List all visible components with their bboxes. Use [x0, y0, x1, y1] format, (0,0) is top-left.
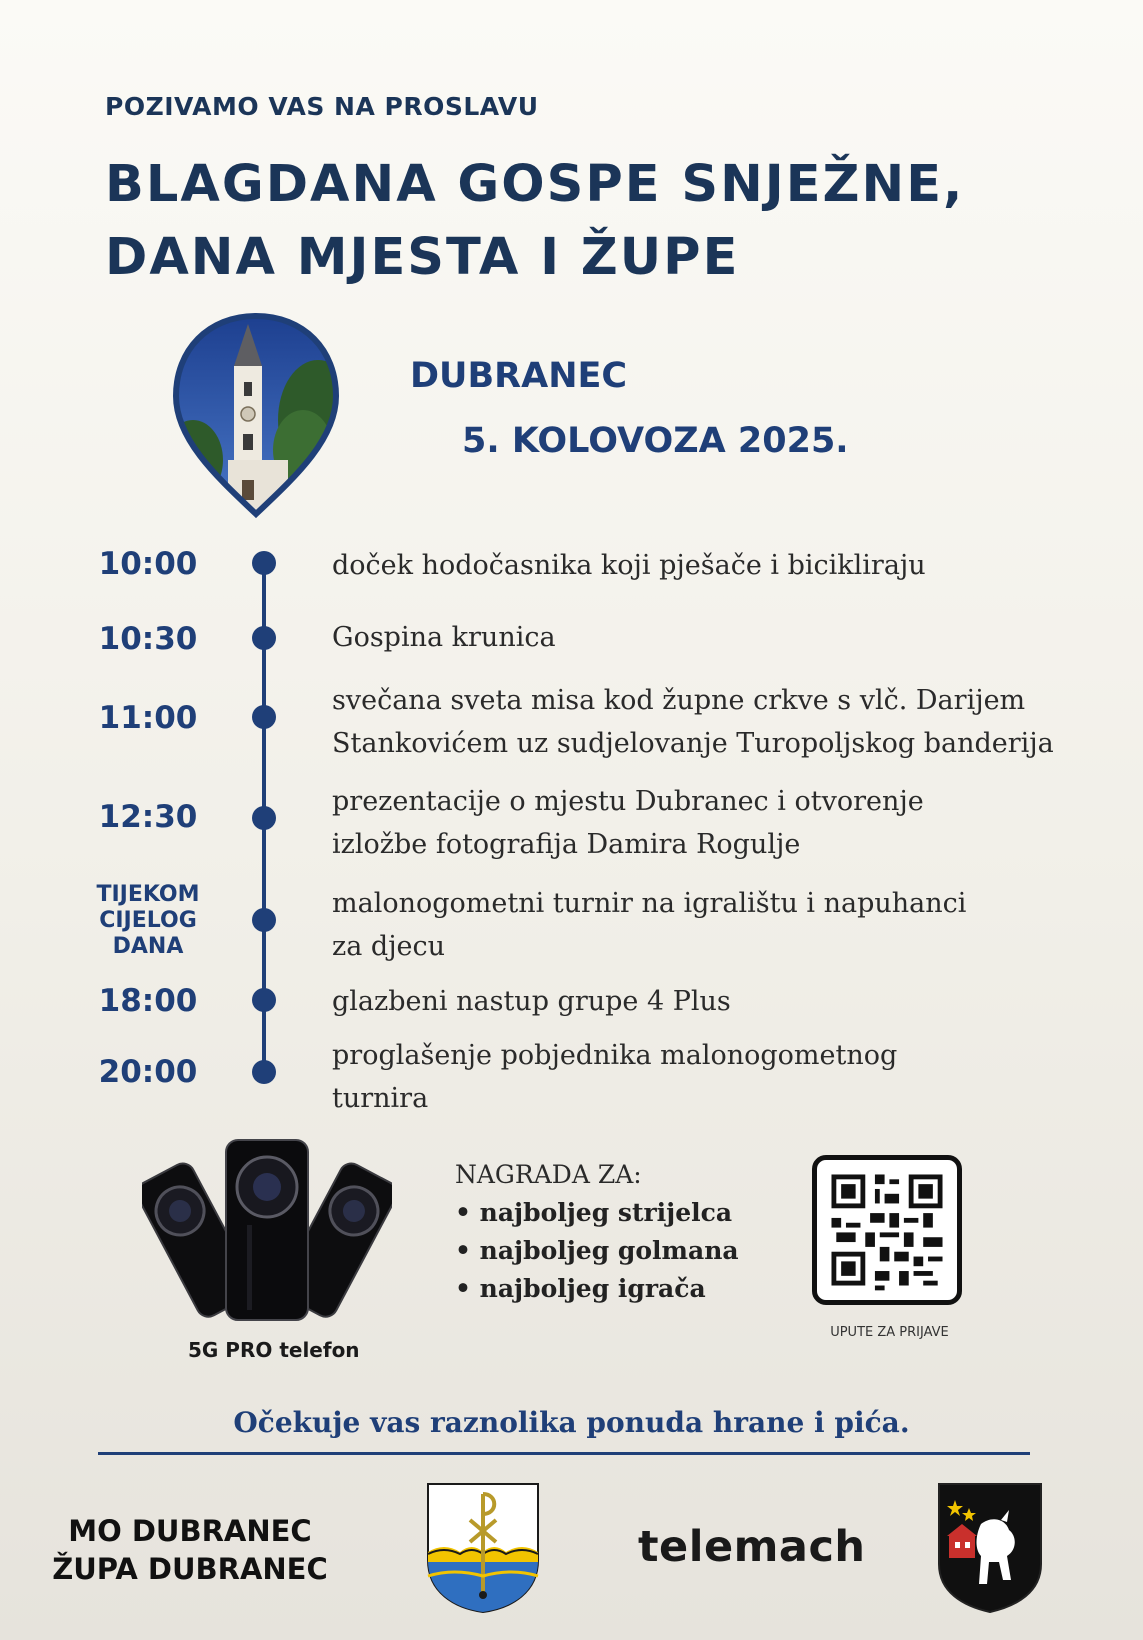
schedule-desc — [332, 679, 1092, 765]
prize-item: • najboljeg igrača — [455, 1274, 706, 1303]
schedule-desc — [332, 780, 1092, 866]
schedule-time — [78, 882, 218, 960]
schedule-time: 12:30 — [98, 799, 198, 835]
desc-line: Stankovićem uz sudjelovanje Turopoljskog banderija — [332, 728, 1054, 759]
desc-line: prezentacije o mjestu Dubranec i otvorenje — [332, 786, 924, 817]
schedule-time: 18:00 — [98, 983, 198, 1019]
municipality-coat-of-arms — [935, 1480, 1045, 1615]
kicker: POZIVAMO VAS NA PROSLAVU — [105, 92, 539, 121]
desc-line: Gospina krunica — [332, 622, 556, 653]
timeline-dot — [252, 551, 276, 575]
desc-line: malonogometni turnir na igralištu i napuhanci — [332, 888, 967, 919]
event-place: DUBRANEC — [410, 356, 628, 396]
organizer — [40, 1512, 340, 1588]
schedule-desc — [332, 980, 1092, 1023]
time-line: CIJELOG — [99, 908, 197, 933]
schedule-time: 11:00 — [98, 700, 198, 736]
desc-line: za djecu — [332, 931, 446, 962]
timeline-dot — [252, 988, 276, 1012]
prize-item: • najboljeg strijelca — [455, 1198, 733, 1227]
desc-line: svečana sveta misa kod župne crkve s vlč. Darijem — [332, 685, 1026, 716]
title-line-2: DANA MJESTA I ŽUPE — [105, 228, 740, 287]
timeline-dot — [252, 626, 276, 650]
prize-heading: NAGRADA ZA: — [455, 1160, 642, 1189]
prize-caption: 5G PRO telefon — [188, 1338, 360, 1362]
prize-item: • najboljeg golmana — [455, 1236, 739, 1265]
qr-caption: UPUTE ZA PRIJAVE — [830, 1325, 949, 1340]
church-location-pin-icon — [168, 310, 344, 520]
timeline-dot — [252, 908, 276, 932]
main-title — [105, 148, 964, 294]
schedule-desc — [332, 544, 1092, 587]
desc-line: proglašenje pobjednika malonogometnog — [332, 1040, 898, 1071]
timeline-dot — [252, 806, 276, 830]
organizer-line: MO DUBRANEC — [68, 1514, 312, 1548]
desc-line: doček hodočasnika koji pješače i bicikliraju — [332, 550, 926, 581]
schedule-desc — [332, 882, 1092, 968]
organizer-line: ŽUPA DUBRANEC — [52, 1552, 328, 1586]
title-line-1: BLAGDANA GOSPE SNJEŽNE, — [105, 155, 965, 214]
divider — [98, 1452, 1030, 1455]
time-line: TIJEKOM — [96, 882, 200, 907]
desc-line: turnira — [332, 1083, 429, 1114]
schedule-desc — [332, 616, 1092, 659]
desc-line: glazbeni nastup grupe 4 Plus — [332, 986, 731, 1017]
smartphones-image — [142, 1135, 392, 1325]
qr-code[interactable] — [812, 1155, 962, 1305]
food-note: Očekuje vas raznolika ponuda hrane i pića. — [233, 1406, 910, 1439]
timeline-dot — [252, 705, 276, 729]
desc-line: izložbe fotografija Damira Rogulje — [332, 829, 801, 860]
schedule-time: 10:30 — [98, 621, 198, 657]
schedule-desc — [332, 1034, 1092, 1120]
schedule-time: 20:00 — [98, 1054, 198, 1090]
event-date: 5. KOLOVOZA 2025. — [462, 421, 849, 461]
parish-coat-of-arms — [424, 1480, 542, 1615]
schedule-time: 10:00 — [98, 546, 198, 582]
time-line: DANA — [112, 934, 184, 959]
timeline-dot — [252, 1060, 276, 1084]
sponsor-logo: telemach — [638, 1522, 866, 1572]
